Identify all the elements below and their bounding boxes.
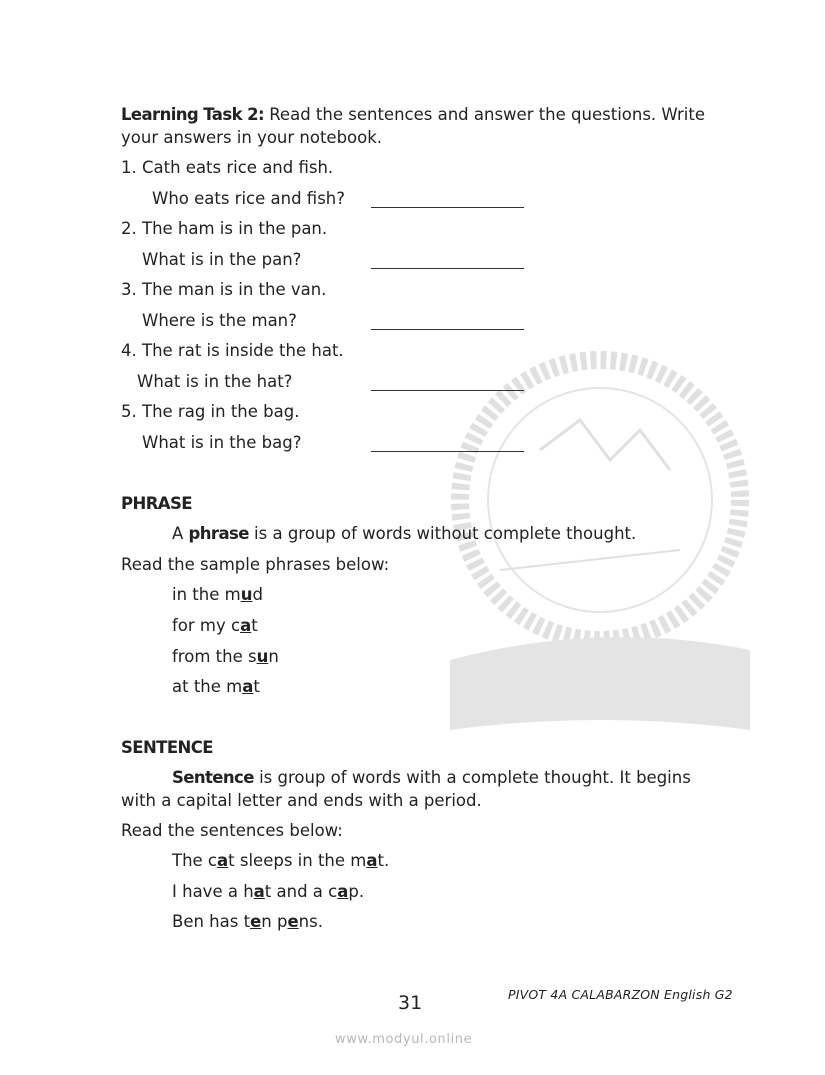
answer-line-4 <box>371 390 524 391</box>
question-5: What is in the bag? <box>142 433 302 452</box>
phrase-def-text: is a group of words without complete thought. <box>248 524 637 543</box>
phrase-example-3: from the sun <box>172 647 279 666</box>
footer-brand: PIVOT 4A CALABARZON English G2 <box>508 987 733 1002</box>
answer-line-1 <box>371 207 524 208</box>
sentence-def-text: is group of words with a complete thought. It begins <box>253 768 691 787</box>
sentence-example-1: The cat sleeps in the mat. <box>172 851 390 870</box>
sentence-intro: Read the sentences below: <box>121 821 343 840</box>
sentence-1: 1. Cath eats rice and fish. <box>121 158 334 177</box>
phrase-definition <box>172 524 636 543</box>
sentence-example-2: I have a hat and a cap. <box>172 882 365 901</box>
site-watermark: www.modyul.online <box>335 1032 473 1047</box>
task-label: Learning Task 2: <box>121 105 264 124</box>
phrase-example-2: for my cat <box>172 616 258 635</box>
task-instruction-line1 <box>121 105 705 124</box>
phrase-example-1: in the mud <box>172 585 263 604</box>
question-2: What is in the pan? <box>142 250 302 269</box>
sentence-definition-line2: with a capital letter and ends with a period. <box>121 791 482 810</box>
sentence-definition-line1 <box>172 768 691 787</box>
phrase-heading: PHRASE <box>121 494 192 513</box>
sentence-heading: SENTENCE <box>121 738 213 757</box>
phrase-intro: Read the sample phrases below: <box>121 555 390 574</box>
page-number: 31 <box>398 992 423 1014</box>
sentence-2: 2. The ham is in the pan. <box>121 219 328 238</box>
phrase-example-4: at the mat <box>172 677 260 696</box>
phrase-def-article: A <box>172 524 189 543</box>
phrase-term: phrase <box>188 524 249 543</box>
question-3: Where is the man? <box>142 311 297 330</box>
task-instruction-line2: your answers in your notebook. <box>121 128 383 147</box>
question-1: Who eats rice and fish? <box>152 189 346 208</box>
question-4: What is in the hat? <box>137 372 293 391</box>
sentence-example-3: Ben has ten pens. <box>172 912 323 931</box>
answer-line-2 <box>371 268 524 269</box>
sentence-4: 4. The rat is inside the hat. <box>121 341 344 360</box>
answer-line-3 <box>371 329 524 330</box>
sentence-5: 5. The rag in the bag. <box>121 402 300 421</box>
task-text: Read the sentences and answer the questions. Write <box>263 105 705 124</box>
sentence-term: Sentence <box>172 768 254 787</box>
sentence-3: 3. The man is in the van. <box>121 280 327 299</box>
answer-line-5 <box>371 451 524 452</box>
